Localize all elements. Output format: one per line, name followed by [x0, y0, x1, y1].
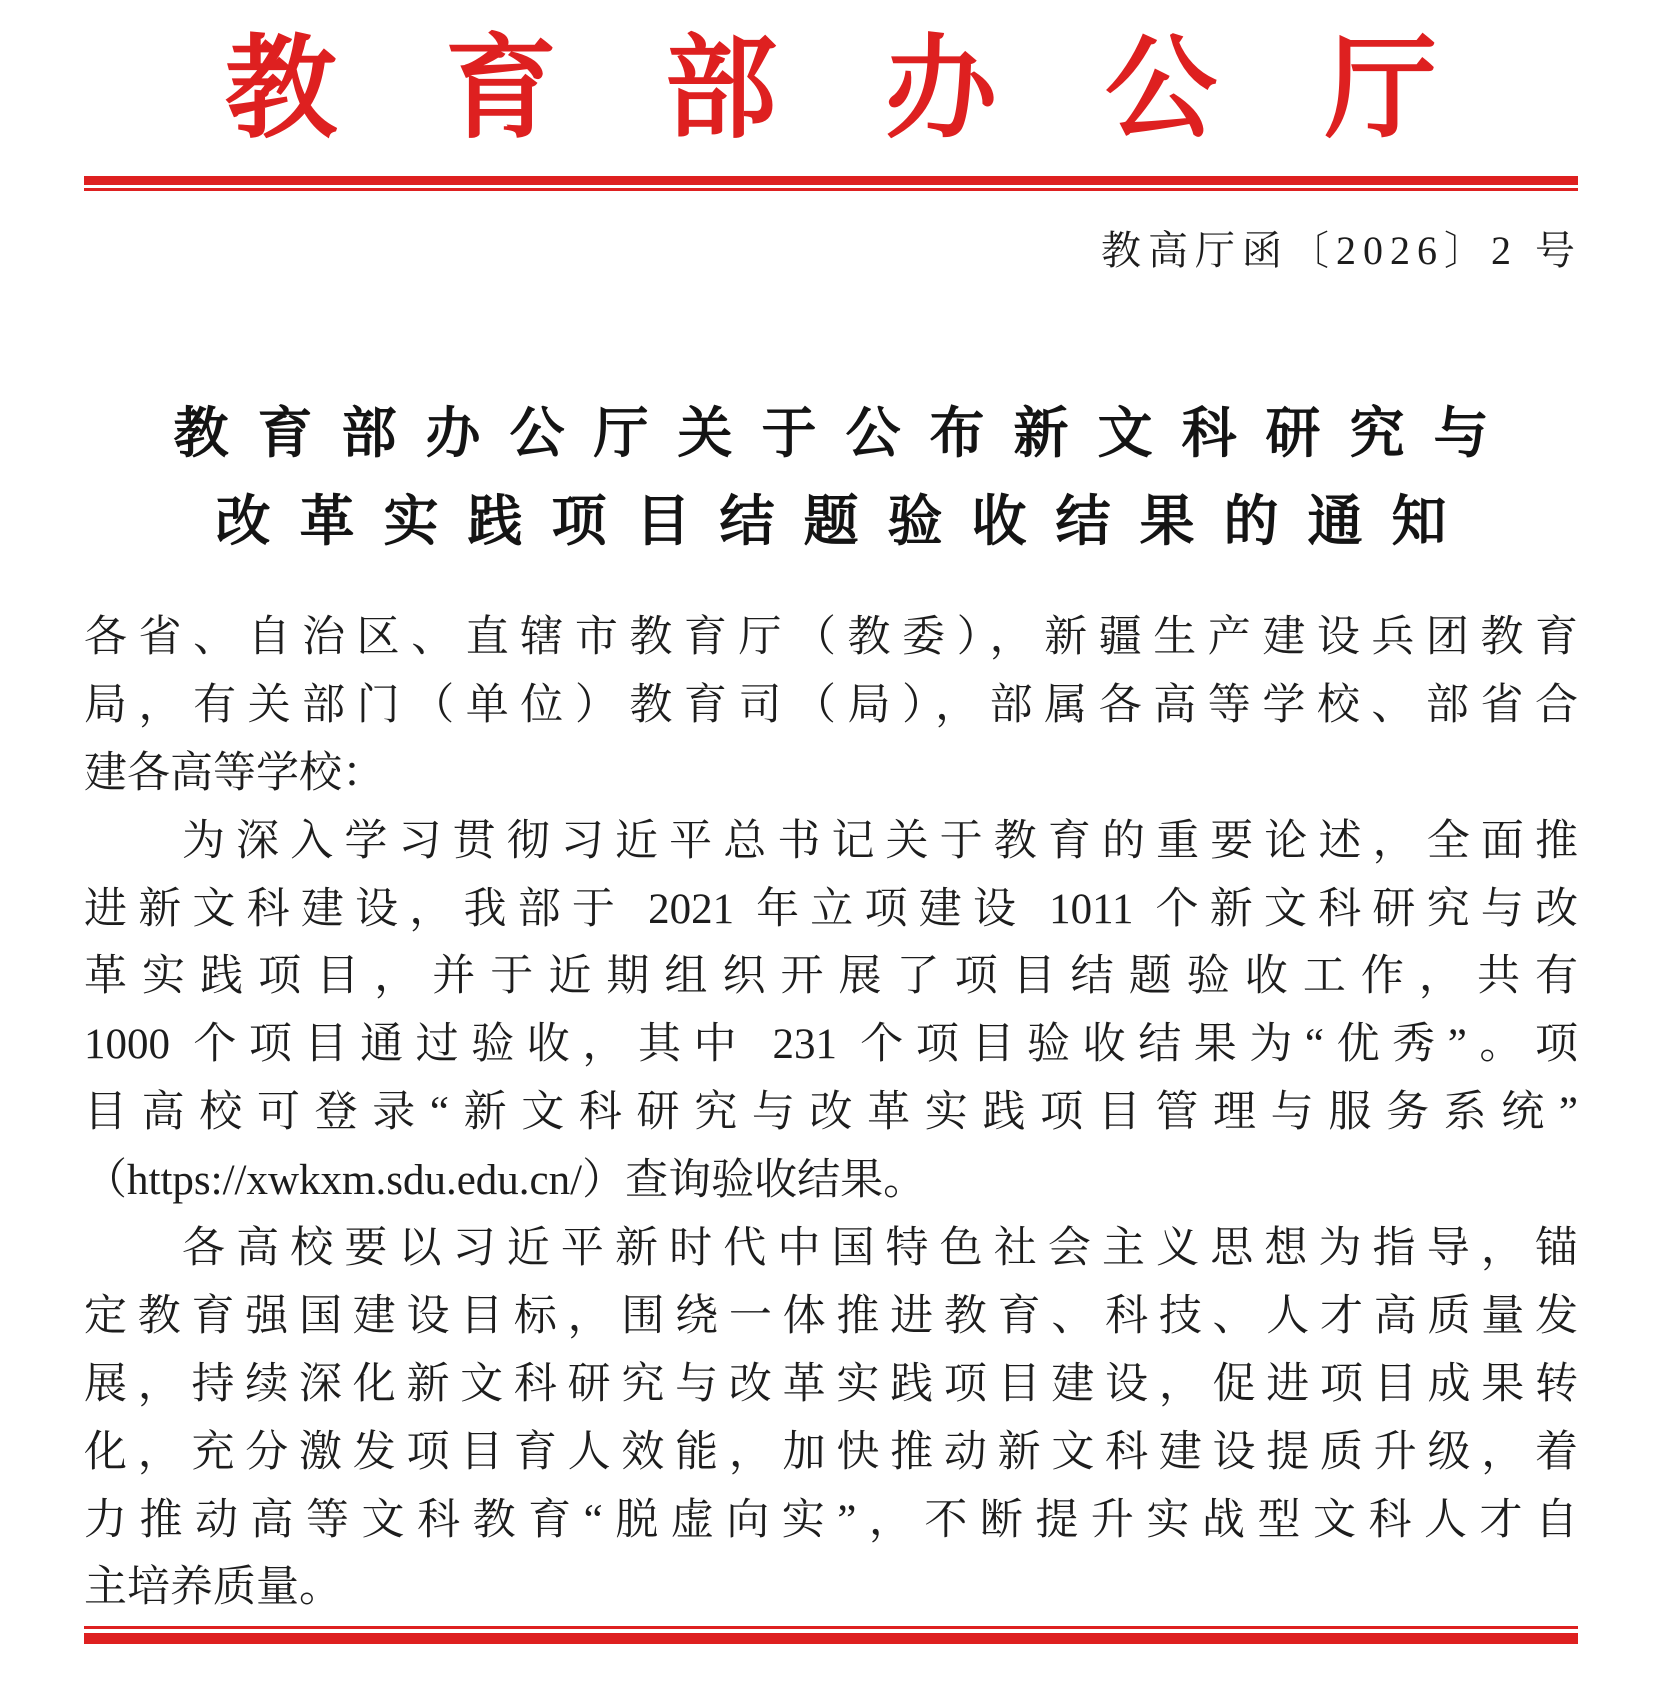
- divider-thick-line: [84, 176, 1578, 185]
- body-line: 建各高等学校：: [84, 749, 385, 797]
- body-line: 为深入学习贯彻习近平总书记关于教育的重要论述，全面推: [182, 817, 1578, 865]
- body-line: 化，充分激发项目育人效能，加快推动新文科建设提质升级，着: [84, 1428, 1578, 1476]
- body-line: 各高校要以习近平新时代中国特色社会主义思想为指导，锚: [182, 1225, 1578, 1273]
- body-line: 局，有关部门（单位）教育司（局），部属各高等学校、部省合: [84, 681, 1578, 729]
- body-line: 展，持续深化新文科研究与改革实践项目建设，促进项目成果转: [84, 1360, 1578, 1408]
- document-title-line-2: 改革实践项目结题验收结果的通知: [215, 491, 1476, 552]
- letterhead-org-name: 教育部办公厅: [225, 28, 1545, 152]
- letterhead-divider: [84, 176, 1578, 191]
- body-line: 目高校可登录“新文科研究与改革实践项目管理与服务系统”: [84, 1089, 1578, 1137]
- body-line: 进新文科建设，我部于 2021 年立项建设 1011 个新文科研究与改: [84, 885, 1578, 933]
- body-line-with-url: （https://xwkxm.sdu.edu.cn/）查询验收结果。: [84, 1157, 927, 1205]
- footer-divider: [84, 1626, 1578, 1644]
- letterhead: [0, 24, 1662, 156]
- document-number: 教高厅函〔2026〕2 号: [1101, 228, 1582, 273]
- divider-thin-line: [84, 1626, 1578, 1629]
- body-line: 革实践项目，并于近期组织开展了项目结题验收工作，共有: [84, 953, 1578, 1001]
- body-line: 定教育强国建设目标，围绕一体推进教育、科技、人才高质量发: [84, 1292, 1578, 1340]
- body-line: 各省、自治区、直辖市教育厅（教委），新疆生产建设兵团教育: [84, 614, 1578, 661]
- body-line: 力推动高等文科教育“脱虚向实”，不断提升实战型文科人才自: [84, 1496, 1578, 1544]
- document-title-line-1: 教育部办公厅关于公布新文科研究与: [173, 403, 1518, 464]
- divider-thin-line: [84, 188, 1578, 191]
- document-body: [84, 604, 1578, 1622]
- body-line: 1000 个项目通过验收，其中 231 个项目验收结果为“优秀”。项: [84, 1021, 1578, 1069]
- document-title: [0, 390, 1662, 566]
- divider-thick-line: [84, 1633, 1578, 1644]
- body-line: 主培养质量。: [84, 1564, 342, 1612]
